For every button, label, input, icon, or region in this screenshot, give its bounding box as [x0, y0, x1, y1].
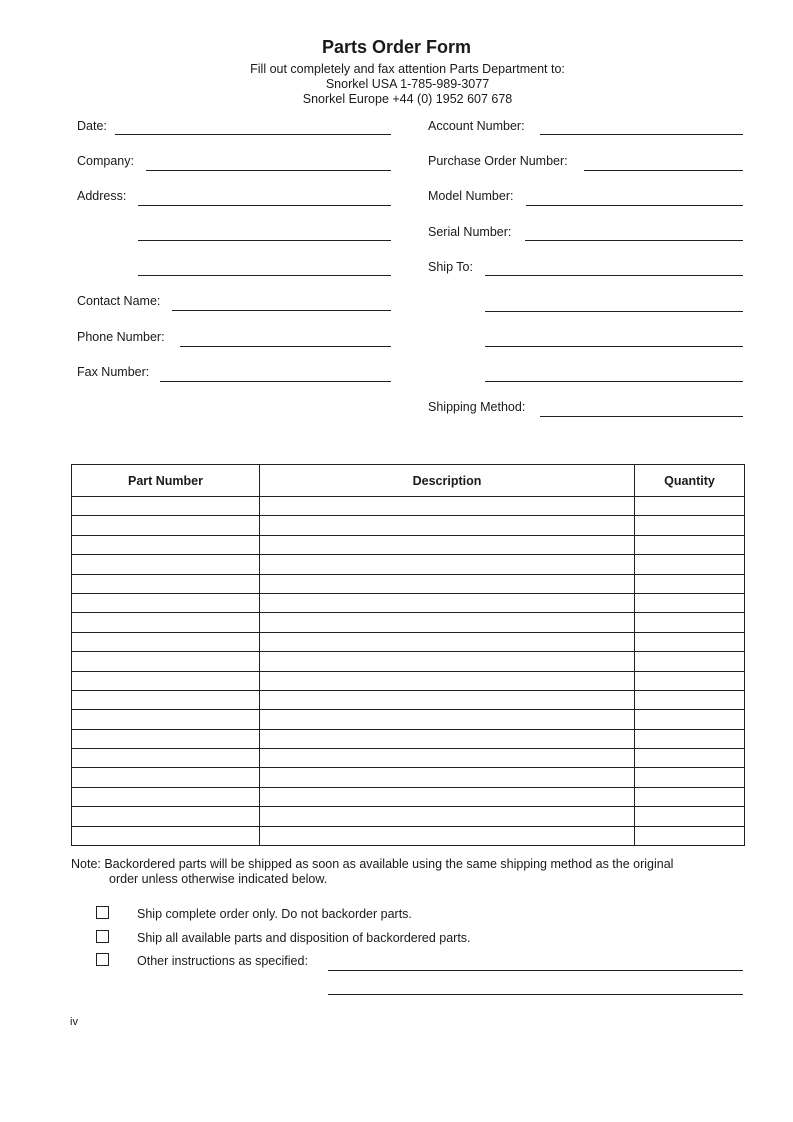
part-number-cell[interactable] [72, 613, 260, 632]
quantity-cell[interactable] [635, 749, 745, 768]
table-row [72, 768, 745, 787]
date-field[interactable] [115, 134, 391, 135]
table-row [72, 710, 745, 729]
purchase-order-number-label: Purchase Order Number: [428, 154, 568, 168]
account-number-field[interactable] [540, 134, 743, 135]
description-cell[interactable] [260, 749, 635, 768]
shipping-method-label: Shipping Method: [428, 400, 526, 414]
backorder-note [71, 857, 741, 887]
contact-name-field[interactable] [172, 310, 391, 311]
quantity-cell[interactable] [635, 768, 745, 787]
other-instructions-field-line-1[interactable] [328, 970, 743, 971]
quantity-cell[interactable] [635, 516, 745, 535]
part-number-cell[interactable] [72, 574, 260, 593]
part-number-cell[interactable] [72, 652, 260, 671]
shipping-method-field[interactable] [540, 416, 743, 417]
description-cell[interactable] [260, 826, 635, 845]
quantity-cell[interactable] [635, 807, 745, 826]
company-field[interactable] [146, 170, 391, 171]
description-cell[interactable] [260, 710, 635, 729]
description-cell[interactable] [260, 768, 635, 787]
parts-table-body [72, 497, 745, 846]
description-cell[interactable] [260, 593, 635, 612]
description-cell[interactable] [260, 574, 635, 593]
address-label: Address: [77, 189, 127, 203]
quantity-cell[interactable] [635, 593, 745, 612]
part-number-cell[interactable] [72, 729, 260, 748]
description-cell[interactable] [260, 652, 635, 671]
table-row [72, 690, 745, 709]
description-cell[interactable] [260, 555, 635, 574]
description-cell[interactable] [260, 690, 635, 709]
ship-complete-checkbox[interactable] [96, 906, 109, 919]
phone-number-label: Phone Number: [77, 330, 165, 344]
part-number-cell[interactable] [72, 671, 260, 690]
table-row [72, 574, 745, 593]
quantity-column-header: Quantity [635, 465, 745, 497]
table-row [72, 516, 745, 535]
quantity-cell[interactable] [635, 729, 745, 748]
quantity-cell[interactable] [635, 710, 745, 729]
description-cell[interactable] [260, 671, 635, 690]
part-number-cell[interactable] [72, 826, 260, 845]
quantity-cell[interactable] [635, 652, 745, 671]
ship-available-checkbox[interactable] [96, 930, 109, 943]
quantity-cell[interactable] [635, 826, 745, 845]
part-number-cell[interactable] [72, 593, 260, 612]
part-number-cell[interactable] [72, 555, 260, 574]
ship-to-label: Ship To: [428, 260, 473, 274]
quantity-cell[interactable] [635, 535, 745, 554]
quantity-cell[interactable] [635, 632, 745, 651]
description-cell[interactable] [260, 613, 635, 632]
table-row [72, 555, 745, 574]
purchase-order-number-field[interactable] [584, 170, 743, 171]
part-number-cell[interactable] [72, 807, 260, 826]
description-cell[interactable] [260, 729, 635, 748]
table-row [72, 593, 745, 612]
europe-fax-number: Snorkel Europe +44 (0) 1952 607 678 [302, 92, 513, 106]
description-cell[interactable] [260, 632, 635, 651]
quantity-cell[interactable] [635, 787, 745, 806]
part-number-cell[interactable] [72, 768, 260, 787]
address-field-line-3[interactable] [138, 275, 391, 276]
table-row [72, 749, 745, 768]
table-row [72, 613, 745, 632]
part-number-cell[interactable] [72, 497, 260, 516]
ship-to-field-line-4[interactable] [485, 381, 743, 382]
other-instructions-checkbox[interactable] [96, 953, 109, 966]
contact-name-label: Contact Name: [77, 294, 161, 308]
table-row [72, 497, 745, 516]
ship-to-field-line-3[interactable] [485, 346, 743, 347]
phone-number-field[interactable] [180, 346, 391, 347]
table-row [72, 671, 745, 690]
ship-to-field-line-2[interactable] [485, 311, 743, 312]
address-field-line-1[interactable] [138, 205, 391, 206]
part-number-cell[interactable] [72, 535, 260, 554]
model-number-label: Model Number: [428, 189, 514, 203]
backorder-note-text: Note: Backordered parts will be shipped as soon as available using the same shipping method as the original [71, 857, 674, 871]
form-title: Parts Order Form [321, 37, 472, 57]
fax-number-label: Fax Number: [77, 365, 150, 379]
other-instructions-label: Other instructions as specified: [137, 954, 308, 968]
part-number-cell[interactable] [72, 710, 260, 729]
date-label: Date: [77, 119, 107, 133]
quantity-cell[interactable] [635, 497, 745, 516]
model-number-field[interactable] [526, 205, 743, 206]
page-number: iv [70, 1016, 78, 1028]
part-number-column-header: Part Number [72, 465, 260, 497]
table-row [72, 787, 745, 806]
serial-number-field[interactable] [525, 240, 743, 241]
serial-number-label: Serial Number: [428, 225, 512, 239]
quantity-cell[interactable] [635, 574, 745, 593]
quantity-cell[interactable] [635, 690, 745, 709]
backorder-note-continuation: order unless otherwise indicated below. [109, 872, 328, 886]
quantity-cell[interactable] [635, 671, 745, 690]
part-number-cell[interactable] [72, 787, 260, 806]
parts-table-header [72, 465, 745, 497]
description-cell[interactable] [260, 787, 635, 806]
table-row [72, 632, 745, 651]
company-label: Company: [77, 154, 134, 168]
table-row [72, 535, 745, 554]
quantity-cell[interactable] [635, 613, 745, 632]
ship-to-field-line-1[interactable] [485, 275, 743, 276]
description-cell[interactable] [260, 535, 635, 554]
ship-available-label: Ship all available parts and disposition of backordered parts. [137, 931, 471, 945]
description-cell[interactable] [260, 807, 635, 826]
fax-number-field[interactable] [160, 381, 391, 382]
description-cell[interactable] [260, 516, 635, 535]
table-row [72, 807, 745, 826]
ship-complete-label: Ship complete order only. Do not backorder parts. [137, 907, 412, 921]
part-number-cell[interactable] [72, 516, 260, 535]
part-number-cell[interactable] [72, 690, 260, 709]
parts-table [71, 464, 745, 846]
description-column-header: Description [260, 465, 635, 497]
address-field-line-2[interactable] [138, 240, 391, 241]
other-instructions-field-line-2[interactable] [328, 994, 743, 995]
description-cell[interactable] [260, 497, 635, 516]
fax-instruction: Fill out completely and fax attention Parts Department to: [250, 62, 565, 76]
table-row [72, 652, 745, 671]
table-row [72, 729, 745, 748]
account-number-label: Account Number: [428, 119, 525, 133]
part-number-cell[interactable] [72, 749, 260, 768]
part-number-cell[interactable] [72, 632, 260, 651]
usa-fax-number: Snorkel USA 1-785-989-3077 [325, 77, 490, 91]
table-row [72, 826, 745, 845]
quantity-cell[interactable] [635, 555, 745, 574]
